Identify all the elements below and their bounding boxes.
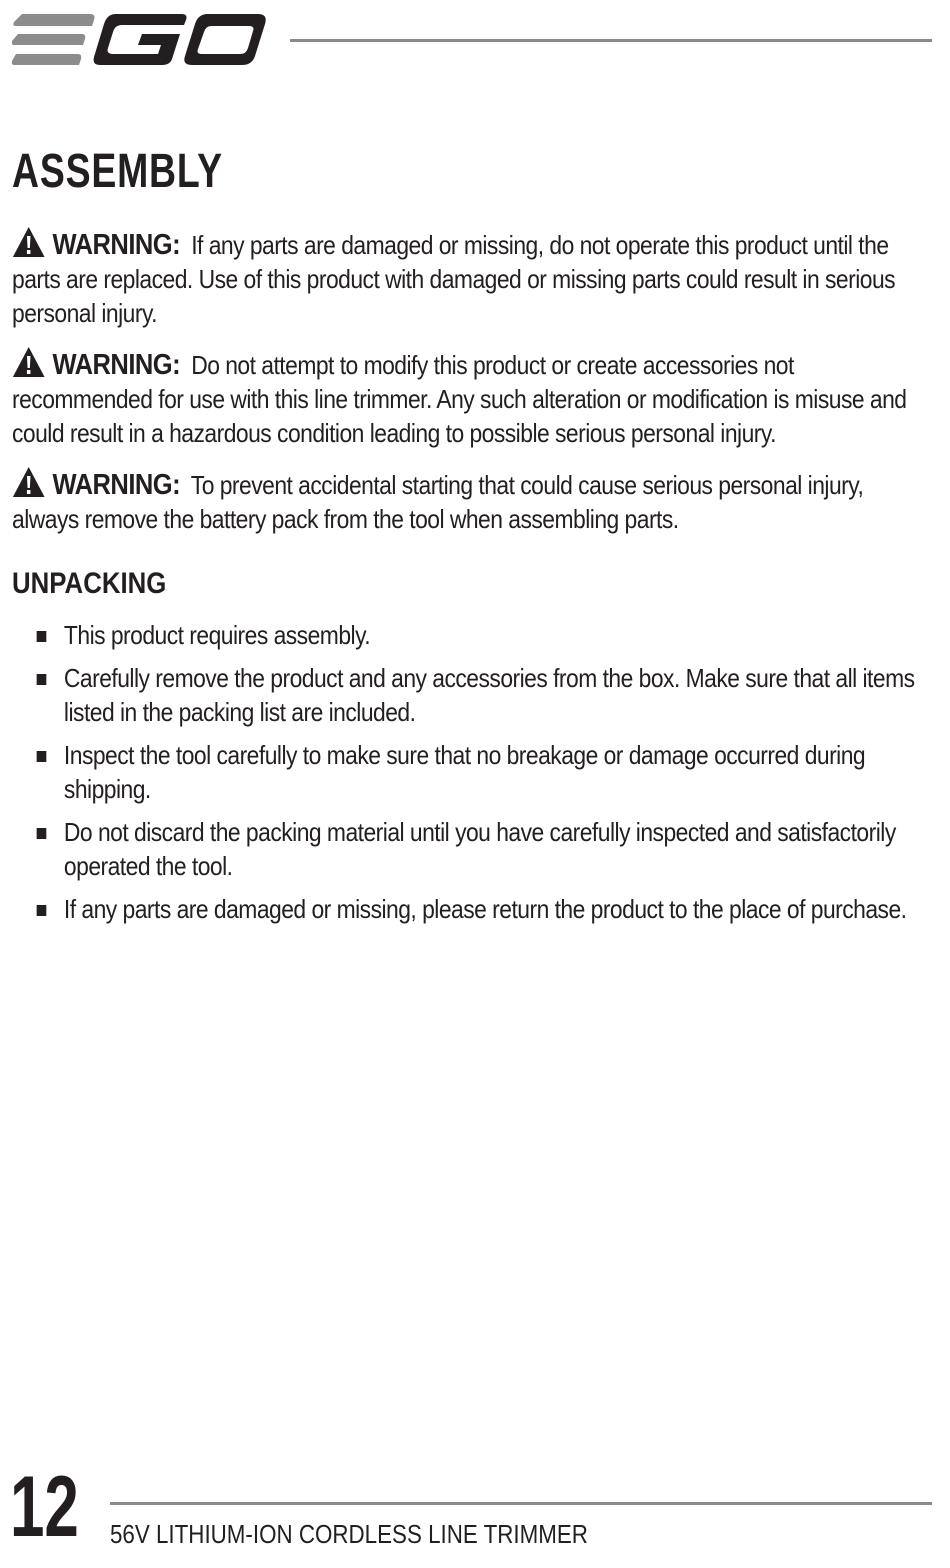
unpacking-list <box>12 618 922 926</box>
ego-logo <box>12 12 268 68</box>
header-rule <box>290 39 932 42</box>
warning-block <box>12 466 922 536</box>
warning-triangle-icon <box>12 226 45 258</box>
warning-block <box>12 226 922 330</box>
square-bullet-icon <box>37 751 47 762</box>
warning-text: Do not attempt to modify this product or create accessories not recommended for use with this line trimmer. Any such alteration or modification is misuse and could result in a hazardous condition leading to possible serious personal injury. <box>12 350 907 448</box>
section-title: ASSEMBLY <box>12 145 223 198</box>
square-bullet-icon <box>37 905 47 916</box>
list-item-text: Inspect the tool carefully to make sure that no breakage or damage occurred during shipping. <box>63 740 866 804</box>
list-item-text: This product requires assembly. <box>63 620 371 650</box>
warning-text: To prevent accidental starting that could cause serious personal injury, always remove the battery pack from the tool when assembling parts. <box>12 470 864 534</box>
content <box>12 226 922 935</box>
list-item <box>12 892 922 926</box>
warning-triangle-icon <box>12 466 45 498</box>
list-item-text: Carefully remove the product and any accessories from the box. Make sure that all items listed in the packing list are included. <box>63 663 915 727</box>
list-item <box>12 815 922 883</box>
warning-label: WARNING: <box>52 349 181 381</box>
square-bullet-icon <box>37 674 47 685</box>
list-item-text: Do not discard the packing material until you have carefully inspected and satisfactorily operated the tool. <box>63 817 896 881</box>
warning-label: WARNING: <box>52 229 181 261</box>
list-item-text: If any parts are damaged or missing, please return the product to the place of purchase. <box>63 894 907 924</box>
square-bullet-icon <box>37 631 47 642</box>
footer-rule <box>110 1502 932 1505</box>
warning-text: If any parts are damaged or missing, do not operate this product until the parts are replaced. Use of this product with damaged or missing parts could result in serious personal injury. <box>12 230 896 328</box>
warning-triangle-icon <box>12 346 45 378</box>
warning-label: WARNING: <box>52 469 181 501</box>
page-number: 12 <box>10 1459 79 1555</box>
warning-block <box>12 346 922 450</box>
square-bullet-icon <box>37 828 47 839</box>
unpacking-heading: UNPACKING <box>12 567 167 600</box>
list-item <box>12 661 922 729</box>
list-item <box>12 618 922 652</box>
footer-product-title: 56V LITHIUM-ION CORDLESS LINE TRIMMER <box>110 1519 588 1549</box>
list-item <box>12 738 922 806</box>
